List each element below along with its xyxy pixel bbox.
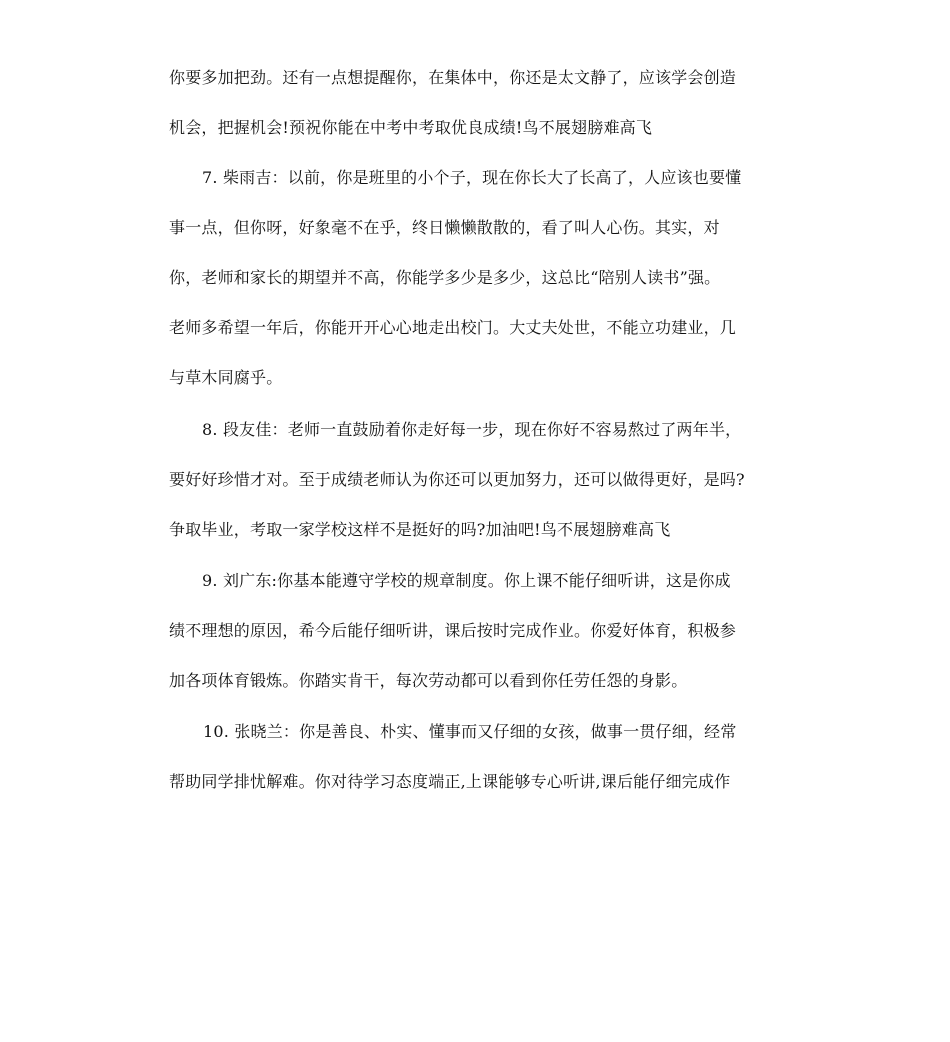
text-line: 加各项体育锻炼。你踏实肯干，每次劳动都可以看到你任劳任怨的身影。 [169,671,688,690]
text-line: 机会，把握机会!预祝你能在中考中考取优良成绩!鸟不展翅膀难高飞 [169,118,653,137]
text-line: 事一点，但你呀，好象毫不在乎，终日懒懒散散的，看了叫人心伤。其实，对 [169,218,720,237]
comment-10-first-line: 10. 张晓兰：你是善良、朴实、懂事而又仔细的女孩，做事一贯仔细，经常 [203,722,737,741]
text-line: 与草木同腐乎。 [169,368,283,387]
comment-7-first-line: 7. 柴雨吉：以前，你是班里的小个子，现在你长大了长高了，人应该也要懂 [202,168,742,187]
comment-9-first-line: 9. 刘广东:你基本能遵守学校的规章制度。你上课不能仔细听讲，这是你成 [202,571,731,590]
text-line: 要好好珍惜才对。至于成绩老师认为你还可以更加努力，还可以做得更好，是吗? [169,470,745,489]
text-line: 你要多加把劲。还有一点想提醒你，在集体中，你还是太文静了，应该学会创造 [169,68,737,87]
comment-8-first-line: 8. 段友佳：老师一直鼓励着你走好每一步，现在你好不容易熬过了两年半， [202,420,742,439]
text-line: 绩不理想的原因，希今后能仔细听讲，课后按时完成作业。你爱好体育，积极参 [169,621,737,640]
text-line: 争取毕业，考取一家学校这样不是挺好的吗?加油吧!鸟不展翅膀难高飞 [169,520,671,539]
text-line: 帮助同学排忧解难。你对待学习态度端正,上课能够专心听讲,课后能仔细完成作 [169,772,731,791]
text-line: 老师多希望一年后，你能开开心心地走出校门。大丈夫处世，不能立功建业，几 [169,318,737,337]
text-line: 你，老师和家长的期望并不高，你能学多少是多少，这总比“陪别人读书”强。 [169,268,721,287]
